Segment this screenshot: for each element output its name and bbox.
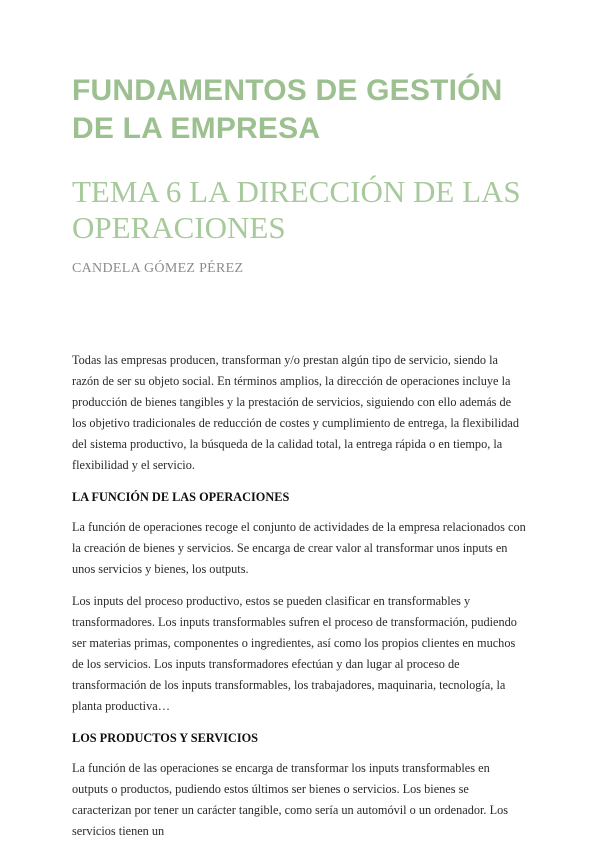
section-paragraph: Los inputs del proceso productivo, estos se pueden clasificar en transformables y transformadores. Los inputs transformables sufren el proceso de transformación, pudiendo ser materias primas, componentes o ingredientes, así como los propios clientes en muchos de los servicios. Los inputs transformadores efectúan y dan lugar al proceso de transformación de los inputs transformables, los trabajadores, maquinaria, tecnología, la planta productiva…	[72, 594, 517, 713]
document-title: FUNDAMENTOS DE GESTIÓN DE LA EMPRESA	[72, 74, 503, 145]
document-author: CANDELA GÓMEZ PÉREZ	[72, 261, 244, 276]
section-paragraph: La función de operaciones recoge el conjunto de actividades de la empresa relacionados con la creación de bienes y servicios. Se encarga de crear valor al transformar unos inputs en unos servicios y bienes, los outputs.	[72, 520, 526, 576]
section-heading: LOS PRODUCTOS Y SERVICIOS	[72, 731, 259, 745]
intro-paragraph: Todas las empresas producen, transforman y/o prestan algún tipo de servicio, siendo la razón de ser su objeto social. En términos amplios, la dirección de operaciones incluye la producción de bienes tangibles y la prestación de servicios, siguiendo con ello además de los objetivo tradicionales de reducción de costes y cumplimiento de entrega, la flexibilidad del sistema productivo, la búsqueda de la calidad total, la entrega rápida o en tiempo, la flexibilidad y el servicio.	[72, 353, 519, 472]
document-subtitle: TEMA 6 LA DIRECCIÓN DE LAS OPERACIONES	[72, 174, 521, 245]
section-paragraph: La función de las operaciones se encarga de transformar los inputs transformables en outputs o productos, pudiendo estos últimos ser bienes o servicios. Los bienes se caracterizan por tener un carácter tangible, como sería un automóvil o un ordenador. Los servicios tienen un	[72, 761, 509, 838]
section-heading: LA FUNCIÓN DE LAS OPERACIONES	[72, 490, 290, 504]
